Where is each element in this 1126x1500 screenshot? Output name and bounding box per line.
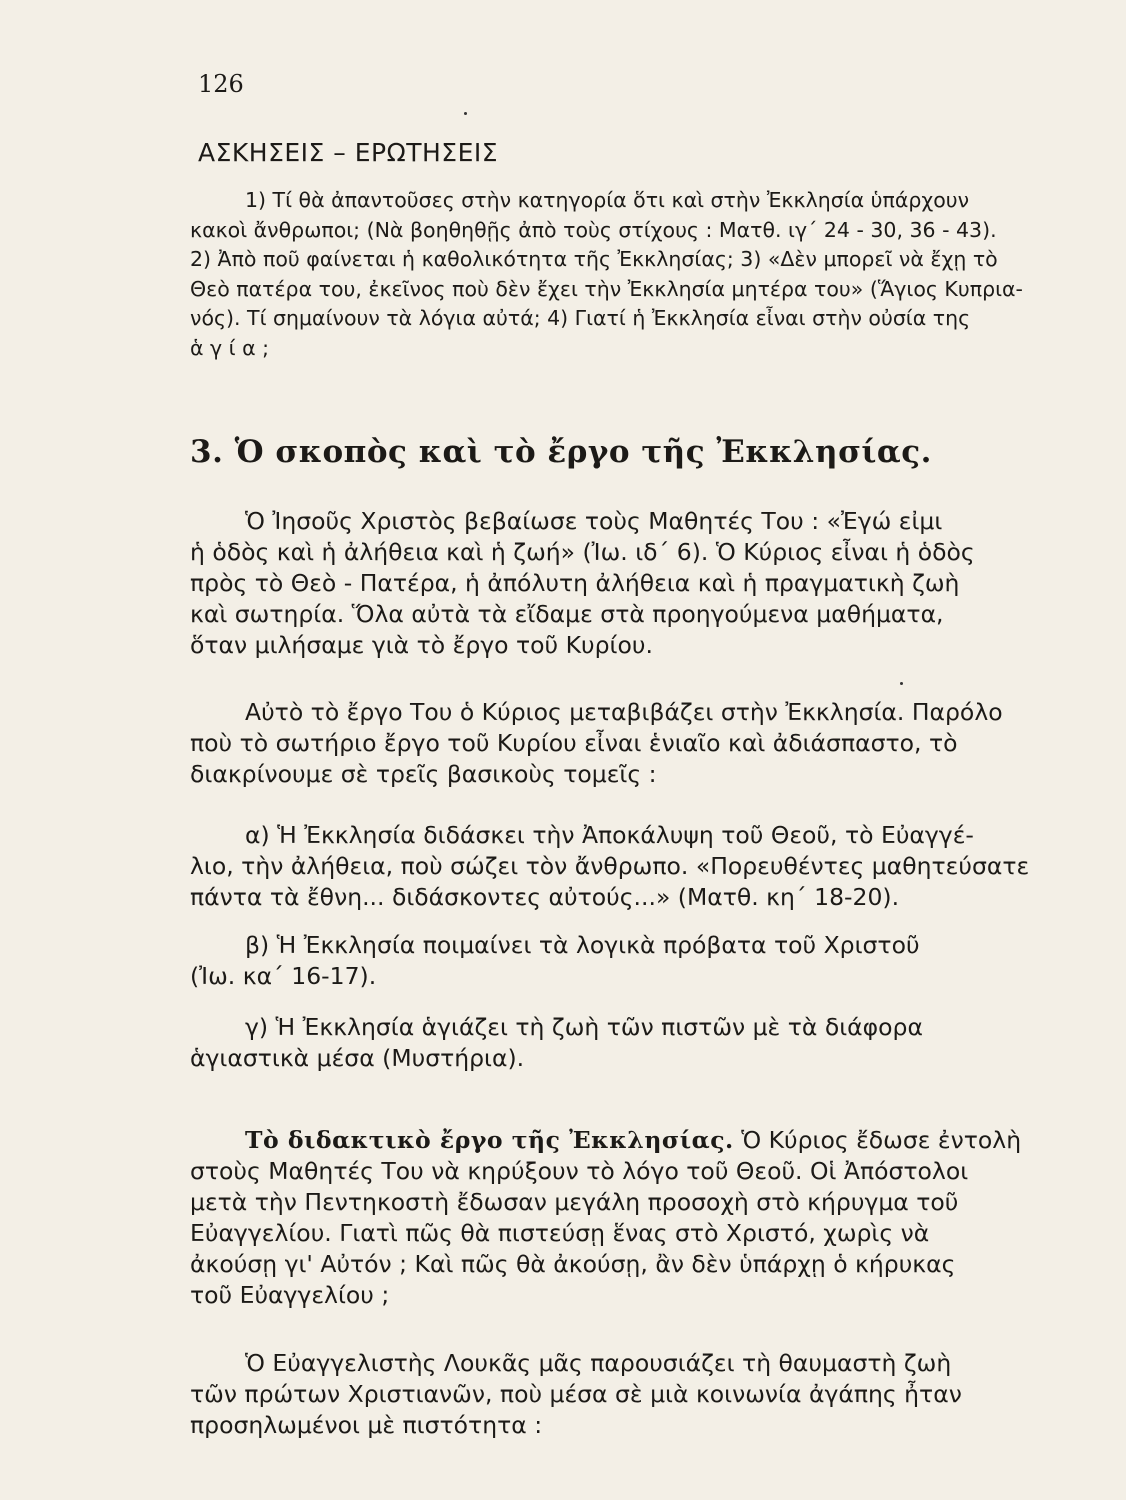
- text-line: καὶ σωτηρία. Ὅλα αὐτὰ τὰ εἴδαμε στὰ προηγούμενα μαθήματα,: [190, 600, 944, 628]
- text-line: λιο, τὴν ἀλήθεια, ποὺ σώζει τὸν ἄνθρωπο. «Πορευθέντες μαθητεύσατε: [190, 852, 1030, 880]
- text-line: Ὁ Εὐαγγελιστὴς Λουκᾶς μᾶς παρουσιάζει τὴ θαυμαστὴ ζωὴ: [245, 1349, 952, 1377]
- exercise-line: ἁ γ ί α ;: [190, 335, 270, 360]
- exercises-heading: ΑΣΚΗΣΕΙΣ – ΕΡΩΤΗΣΕΙΣ: [198, 138, 499, 167]
- text-line: τῶν πρώτων Χριστιανῶν, ποὺ μέσα σὲ μιὰ κοινωνία ἀγάπης ἦταν: [190, 1380, 962, 1408]
- exercise-line: νός). Τί σημαίνουν τὰ λόγια αὐτά; 4) Γιατί ἡ Ἐκκλησία εἶναι στὴν οὐσία της: [190, 306, 971, 330]
- paragraph-transfer: [190, 697, 1075, 790]
- paragraph-luke: [190, 1348, 1075, 1441]
- text-line: πρὸς τὸ Θεὸ - Πατέρα, ἡ ἀπόλυτη ἀλήθεια καὶ ἡ πραγματικὴ ζωὴ: [190, 569, 960, 597]
- text-line: ἀκούσῃ γι' Αὐτόν ; Καὶ πῶς θὰ ἀκούσῃ, ἂν δὲν ὑπάρχῃ ὁ κήρυκας: [190, 1250, 956, 1278]
- paragraph-item-c: [190, 1012, 1075, 1074]
- exercise-line: 2) Ἀπὸ ποῦ φαίνεται ἡ καθολικότητα τῆς Ἐκκλησίας; 3) «Δὲν μπορεῖ νὰ ἔχῃ τὸ: [190, 247, 998, 271]
- exercise-line: κακοὶ ἄνθρωποι; (Νὰ βοηθηθῇς ἀπὸ τοὺς στίχους : Ματθ. ιγ΄ 24 - 30, 36 - 43).: [190, 217, 997, 242]
- exercise-line: Θεὸ πατέρα του, ἐκεῖνος ποὺ δὲν ἔχει τὴν Ἐκκλησία μητέρα του» (Ἅγιος Κυπρια-: [190, 276, 1023, 301]
- text-line: στοὺς Μαθητές Του νὰ κηρύξουν τὸ λόγο τοῦ Θεοῦ. Οἱ Ἀπόστολοι: [190, 1157, 969, 1185]
- paragraph-item-b: [190, 930, 1075, 992]
- text-line: Εὐαγγελίου. Γιατὶ πῶς θὰ πιστεύσῃ ἕνας στὸ Χριστό, χωρὶς νὰ: [190, 1219, 930, 1247]
- exercises-questions: [190, 186, 1075, 363]
- text-line: (Ἰω. κα΄ 16-17).: [190, 962, 377, 990]
- text-line: μετὰ τὴν Πεντηκοστὴ ἔδωσαν μεγάλη προσοχὴ στὸ κήρυγμα τοῦ: [190, 1188, 959, 1216]
- text-line: Αὐτὸ τὸ ἔργο Του ὁ Κύριος μεταβιβάζει στὴν Ἐκκλησία. Παρόλο: [245, 698, 1003, 726]
- text-run: Ὁ Κύριος ἔδωσε ἐντολὴ: [733, 1126, 1022, 1154]
- text-line: τοῦ Εὐαγγελίου ;: [190, 1281, 390, 1309]
- text-line: ποὺ τὸ σωτήριο ἔργο τοῦ Κυρίου εἶναι ἑνιαῖο καὶ ἀδιάσπαστο, τὸ: [190, 729, 958, 757]
- text-line: διακρίνουμε σὲ τρεῖς βασικοὺς τομεῖς :: [190, 760, 657, 788]
- text-line: ἡ ὁδὸς καὶ ἡ ἀλήθεια καὶ ἡ ζωή» (Ἰω. ιδ΄ 6). Ὁ Κύριος εἶναι ἡ ὁδὸς: [190, 538, 975, 566]
- paragraph-teaching-work: [190, 1125, 1075, 1311]
- print-speck: [464, 112, 467, 115]
- text-line: Ὁ Ἰησοῦς Χριστὸς βεβαίωσε τοὺς Μαθητές Του : «Ἐγώ εἰμι: [245, 507, 943, 535]
- text-line: ἁγιαστικὰ μέσα (Μυστήρια).: [190, 1044, 525, 1072]
- text-line: α) Ἡ Ἐκκλησία διδάσκει τὴν Ἀποκάλυψη τοῦ Θεοῦ, τὸ Εὐαγγέ-: [245, 821, 974, 849]
- subsection-heading: Τὸ διδακτικὸ ἔργο τῆς Ἐκκλησίας.: [245, 1126, 734, 1154]
- exercise-line: 1) Τί θὰ ἀπαντοῦσες στὴν κατηγορία ὅτι καὶ στὴν Ἐκκλησία ὑπάρχουν: [245, 188, 970, 212]
- section-title: 3. Ὁ σκοπὸς καὶ τὸ ἔργο τῆς Ἐκκλησίας.: [190, 434, 932, 470]
- text-line: προσηλωμένοι μὲ πιστότητα :: [190, 1411, 543, 1439]
- page-number: 126: [198, 70, 244, 98]
- text-line: [190, 1125, 1075, 1156]
- text-line: γ) Ἡ Ἐκκλησία ἁγιάζει τὴ ζωὴ τῶν πιστῶν μὲ τὰ διάφορα: [245, 1013, 923, 1041]
- text-line: β) Ἡ Ἐκκλησία ποιμαίνει τὰ λογικὰ πρόβατα τοῦ Χριστοῦ: [245, 931, 920, 959]
- paragraph-intro: [190, 506, 1075, 661]
- text-line: ὅταν μιλήσαμε γιὰ τὸ ἔργο τοῦ Κυρίου.: [190, 631, 653, 659]
- print-speck: [900, 682, 903, 685]
- text-line: πάντα τὰ ἔθνη... διδάσκοντες αὐτούς...» (Ματθ. κη΄ 18-20).: [190, 883, 900, 911]
- paragraph-item-a: [190, 820, 1075, 913]
